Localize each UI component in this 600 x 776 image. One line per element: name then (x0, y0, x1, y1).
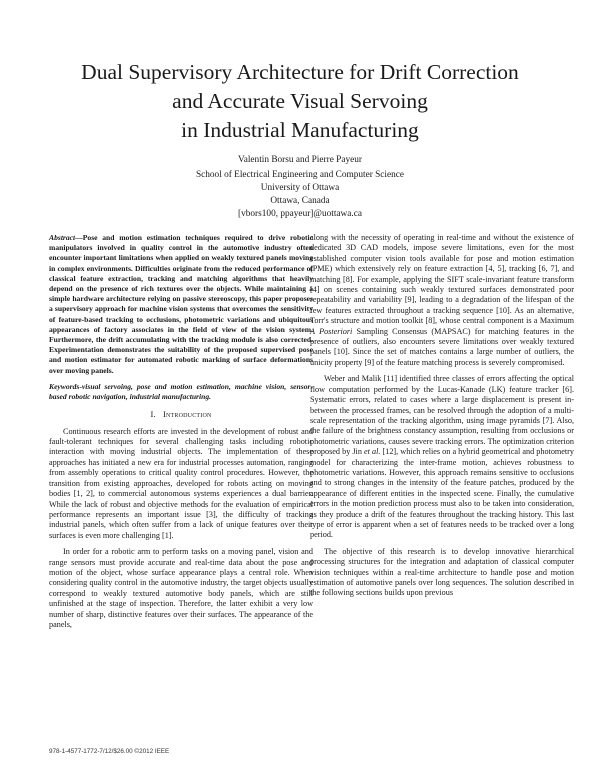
intro-paragraph-5: The objective of this research is to develop innovative hierarchical processing structures for the integration and adaptation of classical computer vision techniques within a real-time architecture to handle pose and motion estimation of automotive panels over long sequences. The solution described in the following sections builds upon previous (310, 546, 574, 598)
paragraph-3-start: along with the necessity of operating in real-time and without the existence of dedicated 3D CAD models, impose severe limitations, even for the most established computer vision tools available for pose and motion estimation (PME) which extensively rely on feature extraction [4, 5], tracking [6, 7], and matching [8]. For example, applying the SIFT scale-invariant feature transform [4] on scenes containing such weakly textured surfaces demonstrated poor repeatability and variability [9], leading to a degradation of the lifespan of the few features extracted throughout a tracking sequence [10]. As an alternative, Torr's structure and motion toolkit [8], whose central component is a Maximum (310, 233, 574, 326)
paragraph-3-end: Sampling Consensus (MAPSAC) for matching features in the presence of outliers, also encounters severe limitations over weakly textured panels [10]. Since the set of matches contains a large number of outliers, the unicity property [9] of the feature matching process is severely compromised. (310, 326, 574, 367)
title-line-3: in Industrial Manufacturing (181, 118, 419, 142)
paragraph-3-italic: A Posteriori (310, 326, 353, 336)
keywords (49, 382, 313, 402)
author-names: Valentin Borsu and Pierre Payeur (238, 155, 362, 165)
intro-paragraph-1: Continuous research efforts are invested in the development of robust and fault-tolerant techniques for several challenging tasks including robotic interaction with moving industrial objects. The implementation of these approaches has initiated a new era for industrial processes automation, ranging from assembly operations to critical quality control procedures. However, the transition from existing approaches, developed for robots acting on moving bodies [1, 2], to commercial autonomous systems experiences a dual barrier. While the lack of robust and objective methods for the evaluation of empirical performance represents an important issue [3], the difficulty of tracking industrial panels, which often suffer from a lack of unique features over their surfaces is even more challenging [1]. (49, 426, 313, 540)
intro-paragraph-2: In order for a robotic arm to perform tasks on a moving panel, vision and range sensors must provide accurate and real-time data about the pose and motion of the object, whose surface appearance plays a central role. When considering quality control in the automotive industry, the target objects usually correspond to weakly textured automotive body panels, which are still unfinished at the stage of inspection. Therefore, the latter exhibit a very low number of sharp, distinctive features over their surfaces. The appearance of the panels, (49, 547, 313, 629)
abstract (49, 233, 313, 376)
copyright-footer: 978-1-4577-1772-7/12/$26.00 ©2012 IEEE (49, 748, 170, 755)
author-university: University of Ottawa (260, 183, 340, 193)
abstract-text: Pose and motion estimation techniques required to drive robotic manipulators involved in quality control in the automotive industry often encounter important limitations when applied on weakly textured panels moving in complex environments. Difficulties originate from the reduced performance of classical feature extraction, tracking and matching algorithms that heavily depend on the presence of rich textures over the objects. While maintaining a simple hardware architecture relying on passive stereoscopy, this paper proposes a supervisory approach for machine vision systems that overcomes the sensitivity of feature-based tracking to occlusions, photometric variations and ubiquitous appearances of factory associates in the field of view of the vision system. Furthermore, the drift accumulating with the tracking module is also corrected. Experimentation demonstrates the suitability of the proposed supervised pose and motion estimator for automated robotic marking of surface deformations over moving panels. (49, 233, 313, 375)
abstract-dash: — (75, 233, 83, 242)
keywords-label: Keywords (49, 381, 80, 391)
section-title: Introduction (162, 409, 212, 420)
author-affiliation: School of Electrical Engineering and Computer Science (195, 170, 405, 180)
author-location: Ottawa, Canada (270, 196, 330, 206)
keywords-text: -visual servoing, pose and motion estimation, machine vision, sensor-based robotic navigation, industrial manufacturing. (49, 381, 313, 402)
section-heading-introduction (49, 409, 313, 419)
paragraph-4-italic: et al. (364, 447, 381, 457)
paper-title (40, 58, 560, 145)
right-column (310, 233, 574, 605)
abstract-label: Abstract (49, 233, 76, 242)
section-number: I. (150, 409, 156, 420)
title-line-1: Dual Supervisory Architecture for Drift Correction (81, 60, 519, 84)
intro-paragraph-4 (310, 374, 574, 541)
intro-paragraph-3 (310, 233, 574, 368)
paragraph-4-start: Weber and Malik [11] identified three classes of errors affecting the optical flow computation performed by the Lucas-Kanade (LK) feature tracker [6]. Systematic errors, related to cases where a large displacement is present in-between the processed frames, can be resolved through the adoption of a multi-scale representation of the tracking algorithm, using image pyramids [7]. Also, the failure of the brightness constancy assumption, resulting from occlusions or photometric variations, causes severe tracking errors. The optimization criterion proposed by Jin (310, 374, 574, 457)
left-column (49, 233, 313, 636)
author-email: [vbors100, ppayeur]@uottawa.ca (238, 209, 362, 219)
paragraph-4-end: [12], which relies on a hybrid geometrical and photometry model for characterizing the inter-frame motion, achieves robustness to photometric variations. However, this approach remains sensitive to occlusions and to strong changes in the intensity of the feature patches, produced by the appearance of different entities in the inspected scene. Finally, the cumulative errors in the motion prediction process must also to be taken into consideration, as they produce a drift of the features throughout the tracking history. This last type of error is apparent when a set of features needs to be tracked over a long period. (310, 447, 575, 540)
author-block (100, 154, 500, 221)
title-line-2: and Accurate Visual Servoing (172, 89, 428, 113)
